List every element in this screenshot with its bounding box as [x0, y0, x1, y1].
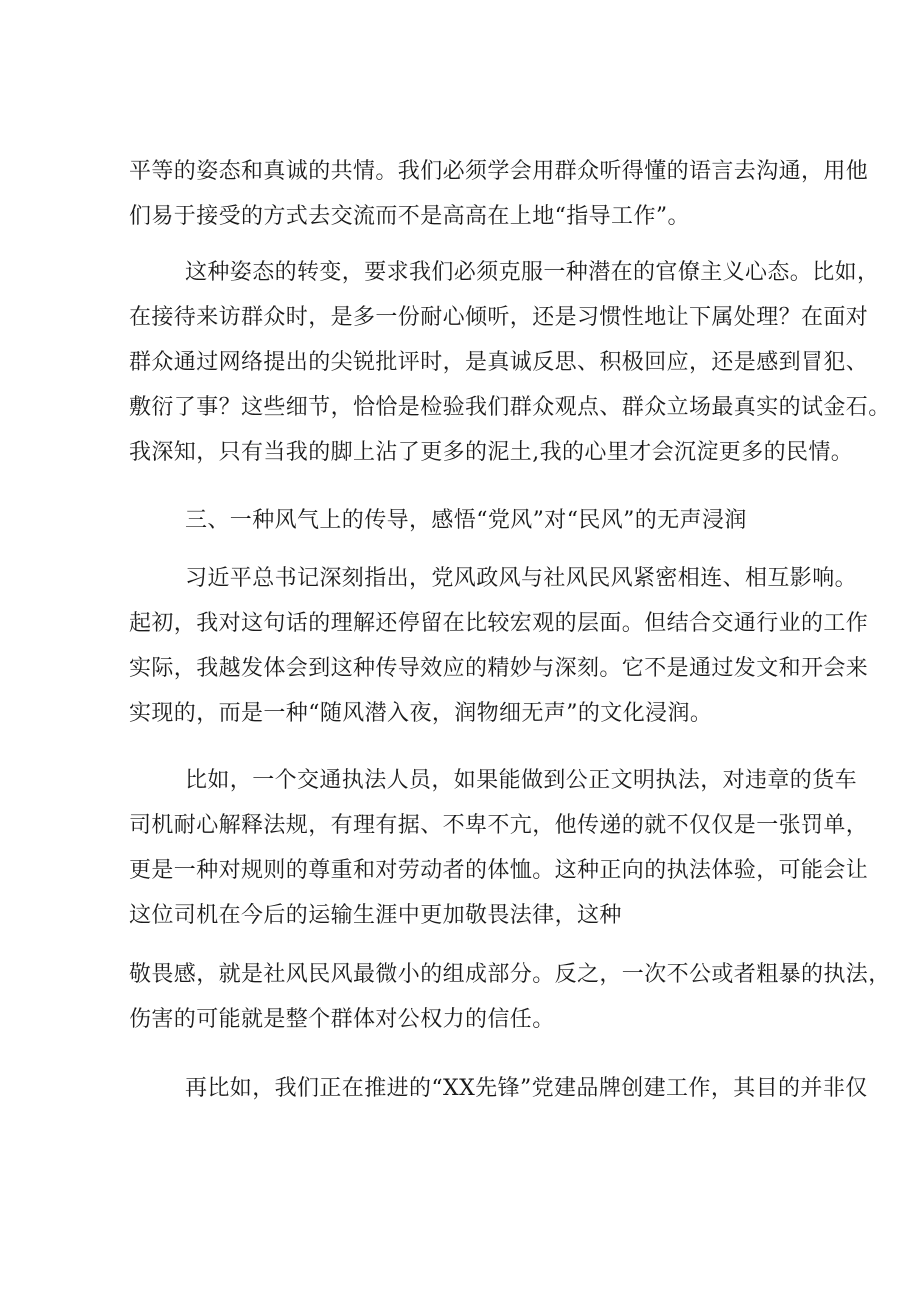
paragraph-line: 敷衍了事？这些细节，恰恰是检验我们群众观点、群众立场最真实的试金石。 [129, 395, 891, 420]
section-heading: 三、一种风气上的传导，感悟“党风”对“民风”的无声浸润 [185, 508, 747, 533]
paragraph-line: 在接待来访群众时，是多一份耐心倾听，还是习惯性地让下属处理？在面对 [129, 305, 869, 330]
paragraph-line: 再比如，我们正在推进的“XX先锋”党建品牌创建工作，其目的并非仅 [185, 1076, 868, 1101]
paragraph-line: 实现的，而是一种“随风潜入夜，润物细无声”的文化浸润。 [129, 701, 713, 726]
paragraph-line: 更是一种对规则的尊重和对劳动者的体恤。这种正向的执法体验，可能会让 [129, 858, 869, 883]
paragraph-line: 司机耐心解释法规，有理有据、不卑不亢，他传递的就不仅仅是一张罚单， [129, 813, 869, 838]
paragraph-line: 比如，一个交通执法人员，如果能做到公正文明执法，对违章的货车 [185, 768, 858, 793]
paragraph-line: 这位司机在今后的运输生涯中更加敬畏法律，这种 [129, 903, 622, 928]
paragraph-line: 起初，我对这句话的理解还停留在比较宏观的层面。但结合交通行业的工作 [129, 611, 869, 636]
paragraph-line: 平等的姿态和真诚的共情。我们必须学会用群众听得懂的语言去沟通，用他 [129, 159, 869, 184]
paragraph-line: 敬畏感，就是社风民风最微小的组成部分。反之，一次不公或者粗暴的执法， [129, 962, 891, 987]
paragraph-line: 我深知，只有当我的脚上沾了更多的泥土,我的心里才会沉淀更多的民情。 [129, 440, 854, 465]
paragraph-line: 实际，我越发体会到这种传导效应的精妙与深刻。它不是通过发文和开会来 [129, 656, 869, 681]
paragraph-line: 伤害的可能就是整个群体对公权力的信任。 [129, 1007, 555, 1032]
paragraph-line: 这种姿态的转变，要求我们必须克服一种潜在的官僚主义心态。比如， [185, 260, 880, 285]
paragraph-line: 群众通过网络提出的尖锐批评时，是真诚反思、积极回应，还是感到冒犯、 [129, 350, 869, 375]
paragraph-line: 习近平总书记深刻指出，党风政风与社风民风紧密相连、相互影响。 [185, 566, 858, 591]
paragraph-line: 们易于接受的方式去交流而不是高高在上地“指导工作”。 [129, 204, 690, 229]
